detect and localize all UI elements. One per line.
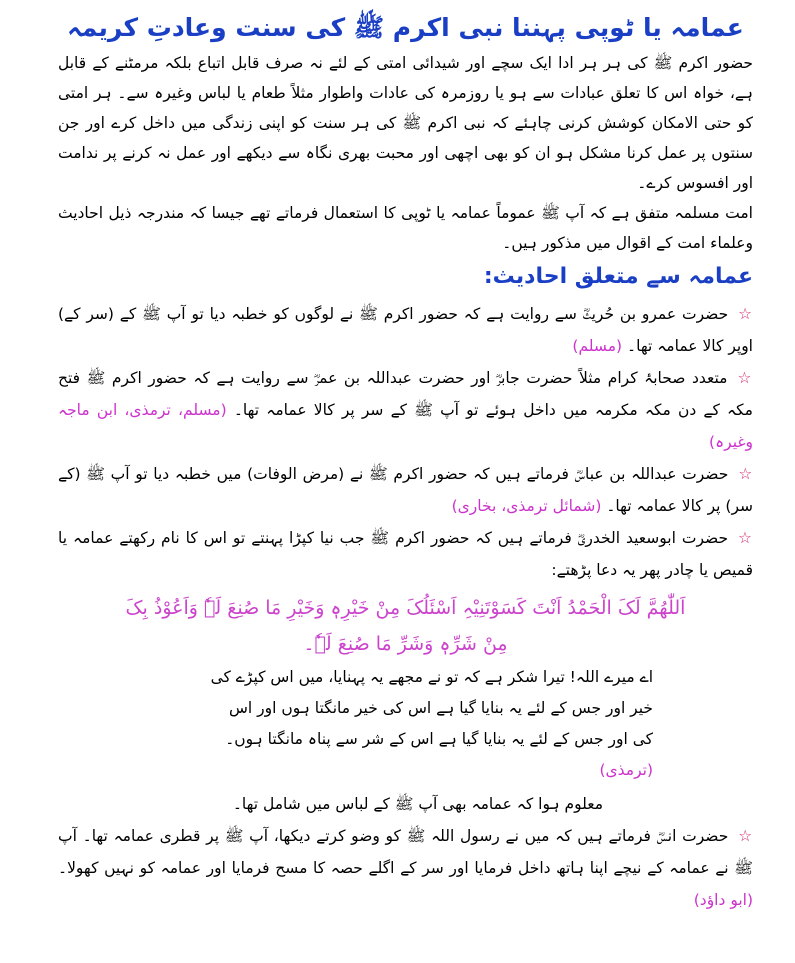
translation-reference: (ترمذی): [599, 761, 653, 779]
hadith-reference: (مسلم، ترمذی، ابن ماجہ وغیرہ): [58, 401, 753, 451]
hadith-item: [58, 458, 753, 522]
page-title: عمامہ یا ٹوپی پہننا نبی اکرم ﷺ کی سنت وعادتِ کریمہ: [67, 13, 744, 42]
hadith-reference: (شمائل ترمذی، بخاری): [451, 497, 602, 515]
dua-arabic: اَللّٰھُمَّ لَکَ الْحَمْدُ اَنْتَ کَسَوْتَنِیْہِ اَسْئَلُکَ مِنْ خَیْرِہٖ وَخَیْرِ مَا صُنِعَ لَہٗ وَاَعُوْذُ بِکَ مِنْ شَرِّہٖ وَشَرِّ مَا صُنِعَ لَہٗ۔: [125, 597, 686, 655]
hadith-text: حضرت ابوسعید الخدریؓ فرماتے ہیں کہ حضور اکرم ﷺ جب نیا کپڑا پہنتے تو اس کا نام رکھتے عمامہ یا قمیص یا چادر پھر یہ دعا پڑھتے:: [58, 529, 753, 579]
hadith-item: [58, 362, 753, 458]
hadith-text: حضرت عبداللہ بن عباسؓ فرماتے ہیں کہ حضور اکرم ﷺ نے (مرض الوفات) میں خطبہ دیا تو آپ ﷺ (کے سر) پر کالا عمامہ تھا۔: [58, 465, 753, 515]
star-icon: ☆: [737, 369, 753, 387]
conclusion-note: معلوم ہوا کہ عمامہ بھی آپ ﷺ کے لباس میں شامل تھا۔: [232, 795, 603, 813]
hadith-item: [58, 298, 753, 362]
section-heading: عمامہ سے متعلق احادیث:: [483, 264, 753, 289]
hadith-reference: (ابو داؤد): [693, 891, 753, 909]
hadith-item: [58, 820, 753, 916]
hadith-text: حضرت انسؓ فرماتے ہیں کہ میں نے رسول اللہ ﷺ کو وضو کرتے دیکھا، آپ ﷺ پر قطری عمامہ تھا۔ آپ ﷺ نے عمامہ کے نیچے اپنا ہاتھ داخل فرمایا اور سر کے اگلے حصہ کا مسح فرمایا اور عمامہ کو نہیں کھولا۔: [58, 827, 753, 877]
star-icon: ☆: [738, 465, 753, 483]
star-icon: ☆: [738, 827, 753, 845]
hadith-item: [58, 522, 753, 586]
star-icon: ☆: [738, 305, 753, 323]
hadith-reference: (مسلم): [572, 337, 623, 355]
translation-text: اے میرے اللہ! تیرا شکر ہے کہ تو نے مجھے یہ پہنایا، میں اس کپڑے کی خیر اور جس کے لئے یہ بنایا گیا ہے اس کی خیر مانگتا ہوں اور اس کی اور جس کے لئے یہ بنایا گیا ہے اس کے شر سے پناہ مانگتا ہوں۔: [210, 668, 653, 748]
hadith-text: متعدد صحابۂ کرام مثلاً حضرت جابرؓ اور حضرت عبداللہ بن عمرؓ سے روایت ہے کہ حضور اکرم ﷺ فتح مکہ کے دن مکہ مکرمہ میں داخل ہوئے تو آپ ﷺ کے سر پر کالا عمامہ تھا۔: [58, 369, 753, 419]
hadith-text: حضرت عمرو بن حُریثؓ سے روایت ہے کہ حضور اکرم ﷺ نے لوگوں کو خطبہ دیا تو آپ ﷺ کے (سر کے) اوپر کالا عمامہ تھا۔: [58, 305, 753, 355]
intro-paragraph-2: امت مسلمہ متفق ہے کہ آپ ﷺ عموماً عمامہ یا ٹوپی کا استعمال فرماتے تھے جیسا کہ مندرجہ ذیل احادیث وعلماء امت کے اقوال میں مذکور ہیں۔: [58, 204, 753, 252]
star-icon: ☆: [738, 529, 753, 547]
intro-paragraph-1: حضور اکرم ﷺ کی ہر ہر ادا ایک سچے اور شیدائی امتی کے لئے نہ صرف قابل اتباع بلکہ مرمٹنے کے قابل ہے، خواہ اس کا تعلق عبادات سے ہو یا روزمرہ کی عادات واطوار مثلاً طعام یا لباس وغیرہ سے۔ ہر امتی کو حتی الامکان کوشش کرنی چاہئے کہ نبی اکرم ﷺ کی ہر سنت کو اپنی زندگی میں داخل کرے اور جن سنتوں پر عمل کرنا مشکل ہو ان کو بھی اچھی اور محبت بھری نگاہ سے دیکھے اور عمل نہ کرنے پر ندامت اور افسوس کرے۔: [58, 54, 753, 192]
dua-translation: [208, 662, 653, 786]
